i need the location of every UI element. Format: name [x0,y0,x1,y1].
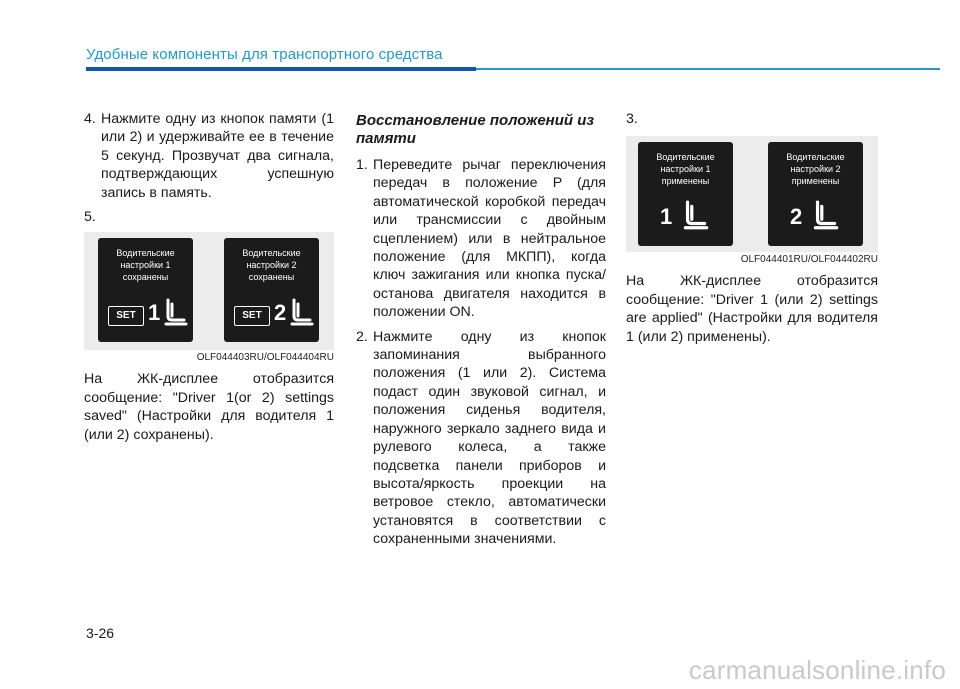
figure-caption: OLF044401RU/OLF044402RU [740,254,878,266]
step-1 [356,156,606,322]
step-text: Нажмите одну из кнопок запоминания выбранного положения (1 или 2). Система подаст один звуковой сигнал, и положения сиденья водителя, наружного зеркало заднего вида и рулевого колеса, а также подсветка панели приборов и высота/яркость проекции на ветровое стекло, автоматически установятся в соответствии с сохраненными значениями. [373,328,606,548]
step-2 [356,328,606,549]
panel-message: Водительские настройки 1 применены [656,152,715,187]
column-1 [84,110,334,450]
header-rule-light [476,68,940,70]
panel-message: Водительские настройки 2 применены [786,152,845,187]
result-text: На ЖК-дисплее отобразится сообщение: "Driver 1(or 2) settings saved" (Настройки для водителя 1 (или 2) сохранены). [84,371,334,443]
figure-settings-applied [626,136,878,266]
memory-number: 2 [274,300,287,326]
seat-icon [810,200,840,232]
subsection-heading: Восстановление положений из памяти [356,112,595,147]
seat-icon [288,298,314,328]
panel-message: Водительские настройки 1 сохранены [116,248,175,283]
panel-message: Водительские настройки 2 сохранены [242,248,301,283]
seat-icon [680,200,710,232]
memory-number: 2 [790,204,803,230]
display-panel-2 [224,238,319,342]
display-panel-1 [98,238,193,342]
memory-number: 1 [148,300,161,326]
set-button-label: SET [108,306,144,326]
column-3 [626,110,878,352]
step-4 [84,110,334,202]
step-5-number: 5. [84,209,96,226]
display-panel-2 [768,142,863,246]
page-number: 3-26 [86,625,115,641]
memory-number: 1 [660,204,673,230]
figure-settings-saved [84,232,334,364]
seat-icon [162,298,188,328]
step-3-number: 3. [626,111,638,127]
step-text: Переведите рычаг переключения передач в положение P (для автоматической коробкой передач или трансмиссии с двойным сцеплением) или в нейтральное положение (для МКПП), когда ключ зажигания или кнопка пуска/останова двигателя находится в положении ON. [373,157,606,321]
set-button-label: SET [234,306,270,326]
step-number: 4. [84,111,96,127]
header-rule-dark [86,67,476,71]
display-panel-1 [638,142,733,246]
step-number: 2. [356,328,368,345]
step-text: Нажмите одну из кнопок памяти (1 или 2) и удерживайте ее в течение 5 секунд. Прозвучат два сигнала, подтверждающих успешную запись в память. [101,111,334,201]
step-number: 1. [356,157,368,173]
result-text: На ЖК-дисплее отобразится сообщение: "Driver 1 (или 2) settings are applied" (Настройки для водителя 1 (или 2) применены). [626,273,878,345]
section-title: Удобные компоненты для транспортного средства [86,46,443,63]
column-2 [356,110,606,555]
figure-caption: OLF044403RU/OLF044404RU [196,352,334,364]
watermark: carmanualsonline.info [688,655,946,685]
